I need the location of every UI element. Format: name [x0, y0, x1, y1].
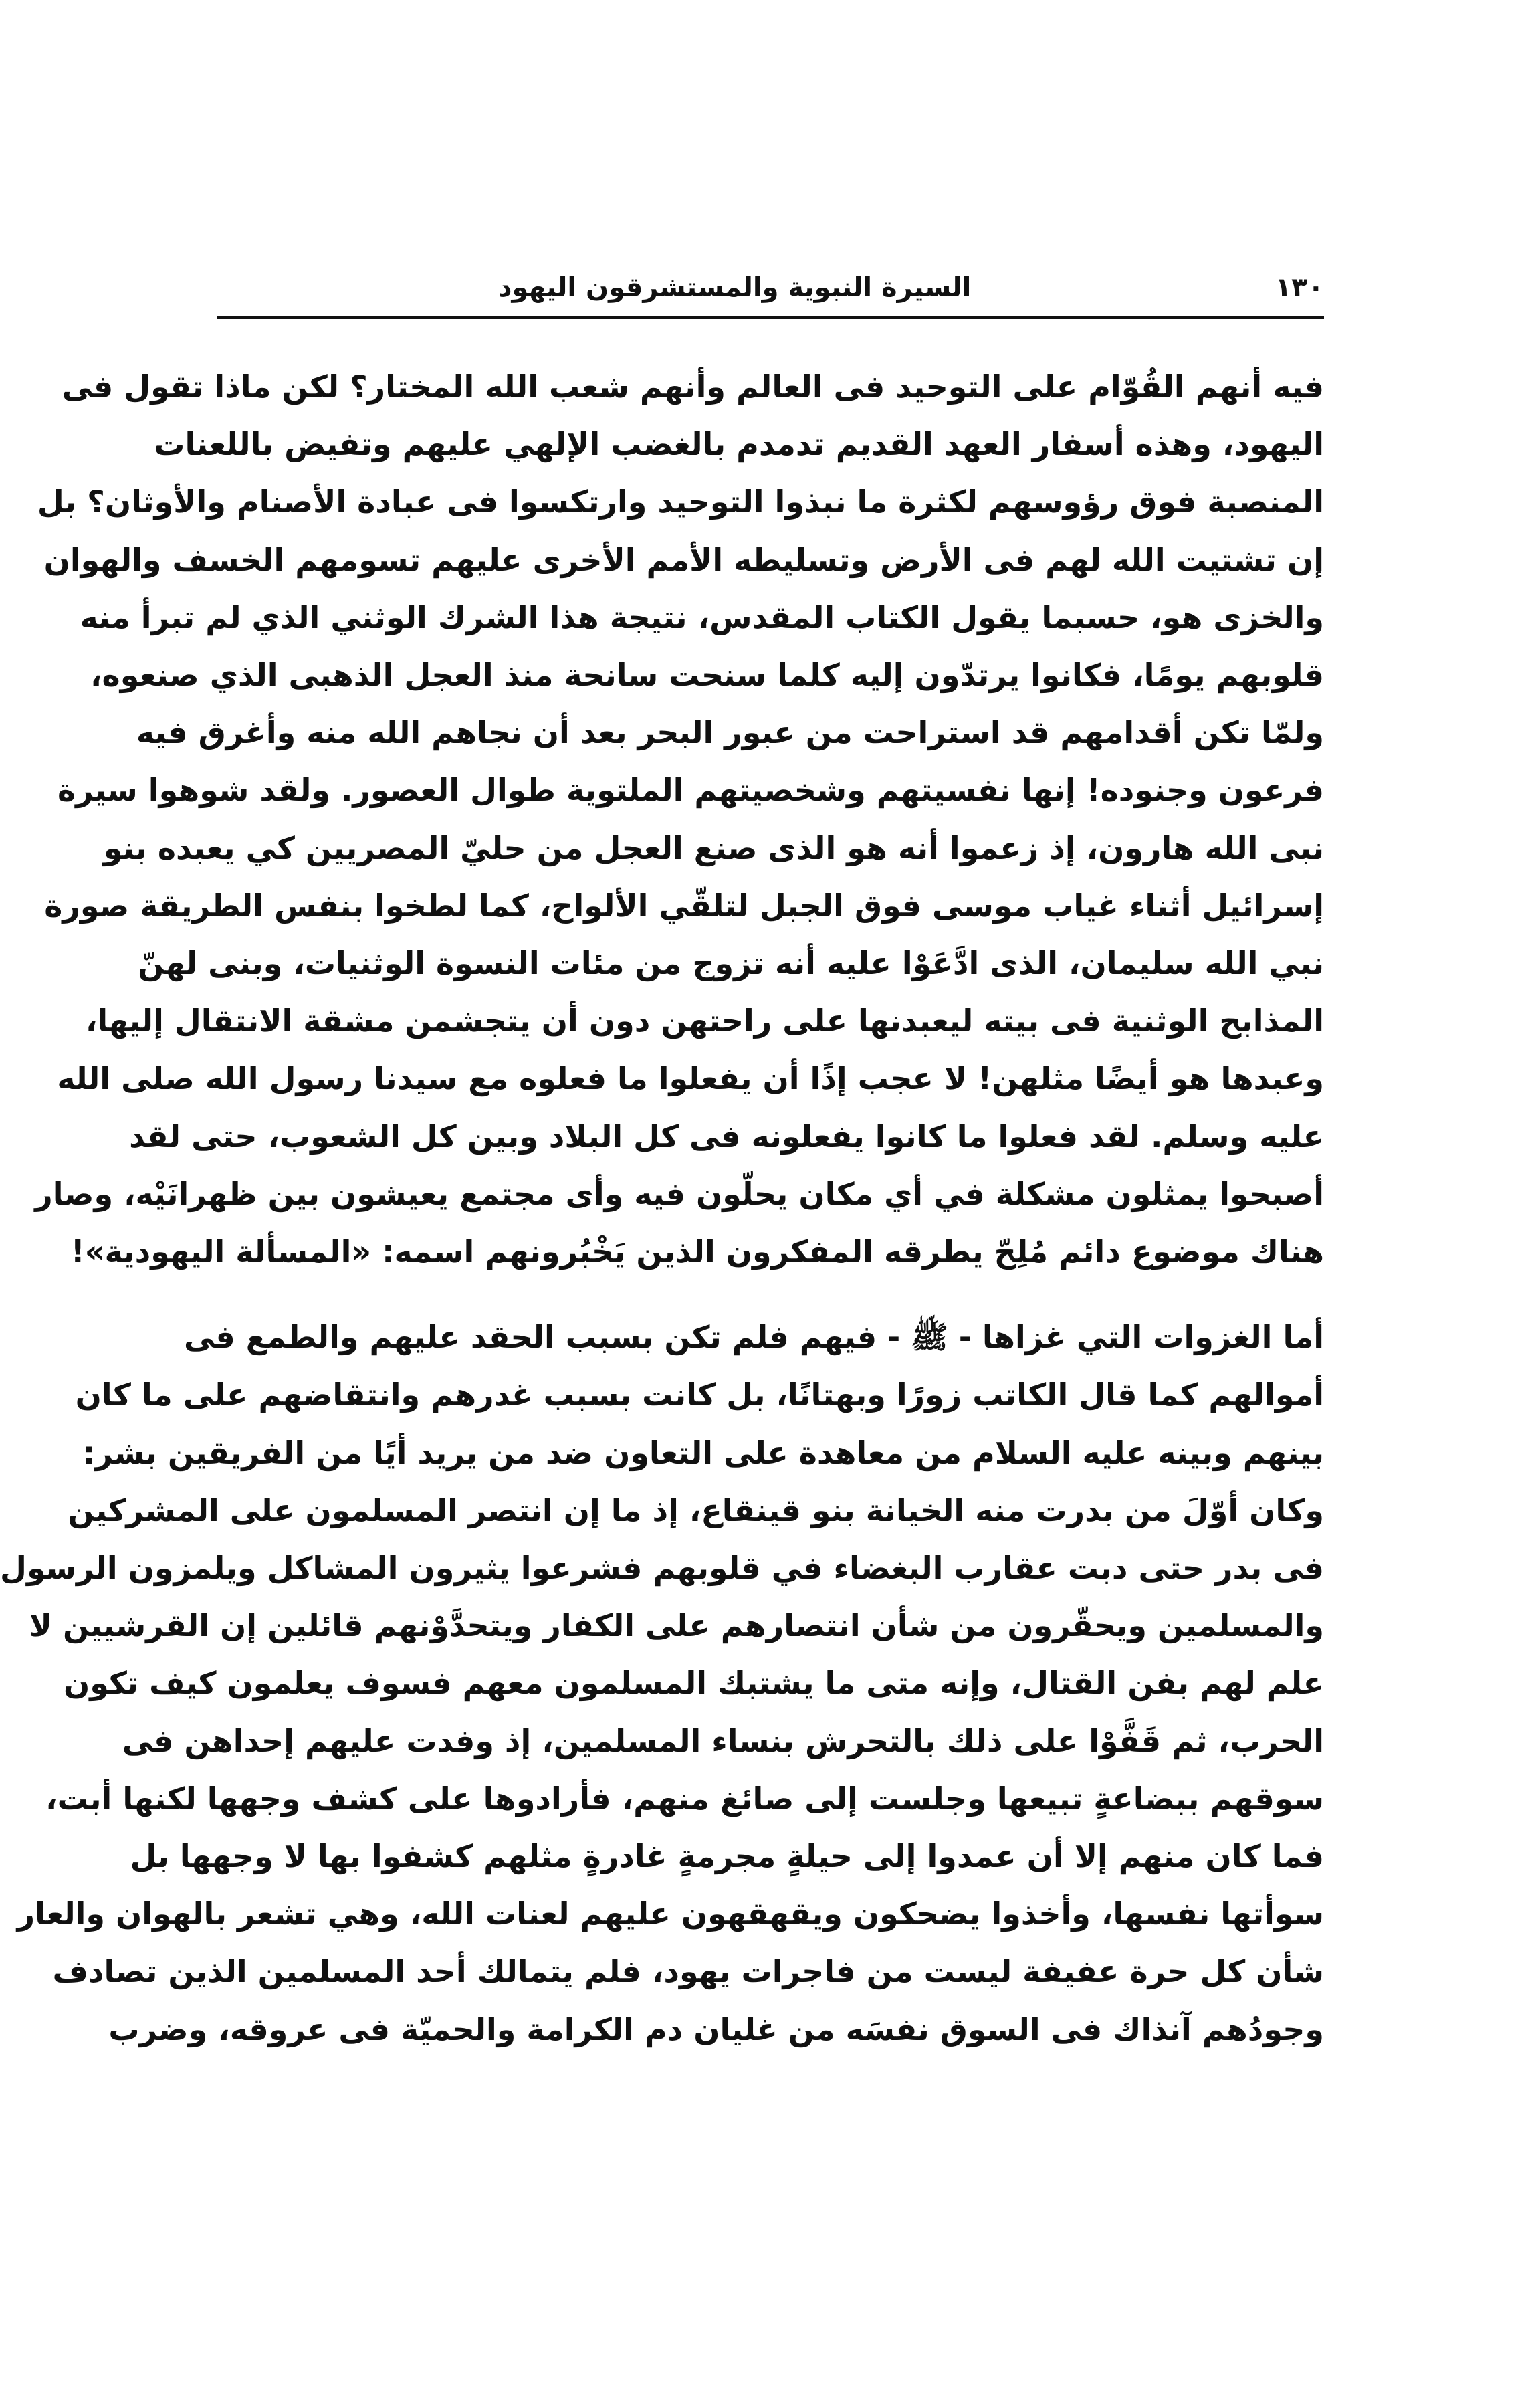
text-line: إسرائيل أثناء غياب موسى فوق الجبل لتلقّي الألواح، كما لطخوا بنفس الطريقة صورة	[44, 887, 1324, 924]
text-line: علم لهم بفن القتال، وإنه متى ما يشتبك المسلمون معهم فسوف يعلمون كيف تكون	[64, 1665, 1324, 1702]
text-line: والخزى هو، حسبما يقول الكتاب المقدس، نتيجة هذا الشرك الوثني الذي لم تبرأ منه	[80, 599, 1324, 635]
text-line: قلوبهم يومًا، فكانوا يرتدّون إليه كلما سنحت سانحة منذ العجل الذهبى الذي صنعوه،	[90, 657, 1324, 694]
text-line: أصبحوا يمثلون مشكلة في أي مكان يحلّون فيه وأى مجتمع يعيشون بين ظهرانَيْه، وصار	[35, 1175, 1324, 1212]
text-line: المنصبة فوق رؤوسهم لكثرة ما نبذوا التوحيد وارتكسوا فى عبادة الأصنام والأوثان؟ بل	[37, 484, 1324, 520]
text-line: الحرب، ثم قَفَّوْا على ذلك بالتحرش بنساء المسلمين، إذ وفدت عليهم إحداهن فى	[122, 1722, 1324, 1759]
text-line: وعبدها هو أيضًا مثلهن! لا عجب إذًا أن يفعلوا ما فعلوه مع سيدنا رسول الله صلى الله	[57, 1060, 1324, 1097]
page-number: ١٣٠	[1275, 272, 1324, 303]
text-line: هناك موضوع دائم مُلِحّ يطرقه المفكرون الذين يَخْبُرونهم اسمه: «المسألة اليهودية»!	[70, 1233, 1324, 1270]
text-line: المذابح الوثنية فى بيته ليعبدنها على راحتهن دون أن يتجشمن مشقة الانتقال إليها،	[85, 1003, 1324, 1039]
paragraph-gap	[217, 1280, 1324, 1308]
header-divider	[217, 316, 1324, 319]
text-line: نبي الله سليمان، الذى ادَّعَوْا عليه أنه تزوج من مئات النسوة الوثنيات، وبنى لهنّ	[138, 945, 1324, 982]
text-line: شأن كل حرة عفيفة ليست من فاجرات يهود، فلم يتمالك أحد المسلمين الذين تصادف	[52, 1953, 1324, 1990]
text-line: أما الغزوات التي غزاها - ﷺ - فيهم فلم تكن بسبب الحقد عليهم والطمع فى	[184, 1319, 1324, 1356]
text-line: فما كان منهم إلا أن عمدوا إلى حيلةٍ مجرمةٍ غادرةٍ مثلهم كشفوا بها لا وجهها بل	[130, 1838, 1324, 1875]
text-line: سوقهم ببضاعةٍ تبيعها وجلست إلى صائغ منهم، فأرادوها على كشف وجهها لكنها أبت،	[45, 1780, 1324, 1817]
text-line: إن تشتيت الله لهم فى الأرض وتسليطه الأمم الأخرى عليهم تسومهم الخسف والهوان	[43, 541, 1324, 578]
text-line: اليهود، وهذه أسفار العهد القديم تدمدم بالغضب الإلهي عليهم وتفيض باللعنات	[154, 426, 1324, 463]
paragraph-2	[0, 1308, 1324, 2058]
paragraph-1	[35, 358, 1324, 1280]
text-line: نبى الله هارون، إذ زعموا أنه هو الذى صنع العجل من حليّ المصريين كي يعبده بنو	[103, 829, 1324, 866]
text-line: وكان أوّلَ من بدرت منه الخيانة بنو قينقاع، إذ ما إن انتصر المسلمون على المشركين	[68, 1492, 1324, 1528]
text-line: فرعون وجنوده! إنها نفسيتهم وشخصيتهم الملتوية طوال العصور. ولقد شوهوا سيرة	[58, 772, 1324, 809]
running-header	[217, 264, 1324, 311]
text-line: ولمّا تكن أقدامهم قد استراحت من عبور البحر بعد أن نجاهم الله منه وأغرق فيه	[136, 714, 1324, 751]
text-line: فى بدر حتى دبت عقارب البغضاء في قلوبهم فشرعوا يثيرون المشاكل ويلمزون الرسول	[0, 1550, 1324, 1587]
text-line: أموالهم كما قال الكاتب زورًا وبهتانًا، بل كانت بسبب غدرهم وانتقاضهم على ما كان	[75, 1377, 1324, 1413]
text-line: وجودُهم آنذاك فى السوق نفسَه من غليان دم الكرامة والحميّة فى عروقه، وضرب	[108, 2011, 1324, 2047]
text-line: بينهم وبينه عليه السلام من معاهدة على التعاون ضد من يريد أيًا من الفريقين بشر:	[82, 1434, 1324, 1471]
text-line: فيه أنهم القُوّام على التوحيد فى العالم وأنهم شعب الله المختار؟ لكن ماذا تقول فى	[62, 369, 1324, 405]
running-title: السيرة النبوية والمستشرقون اليهود	[498, 272, 972, 303]
text-line: والمسلمين ويحقّرون من شأن انتصارهم على الكفار ويتحدَّوْنهم قائلين إن القرشيين لا	[29, 1607, 1324, 1644]
text-line: عليه وسلم. لقد فعلوا ما كانوا يفعلونه فى كل البلاد وبين كل الشعوب، حتى لقد	[129, 1118, 1324, 1155]
text-line: سوأتها نفسها، وأخذوا يضحكون ويقهقهون عليهم لعنات الله، وهي تشعر بالهوان والعار	[17, 1896, 1324, 1932]
body-text	[0, 358, 1324, 2058]
